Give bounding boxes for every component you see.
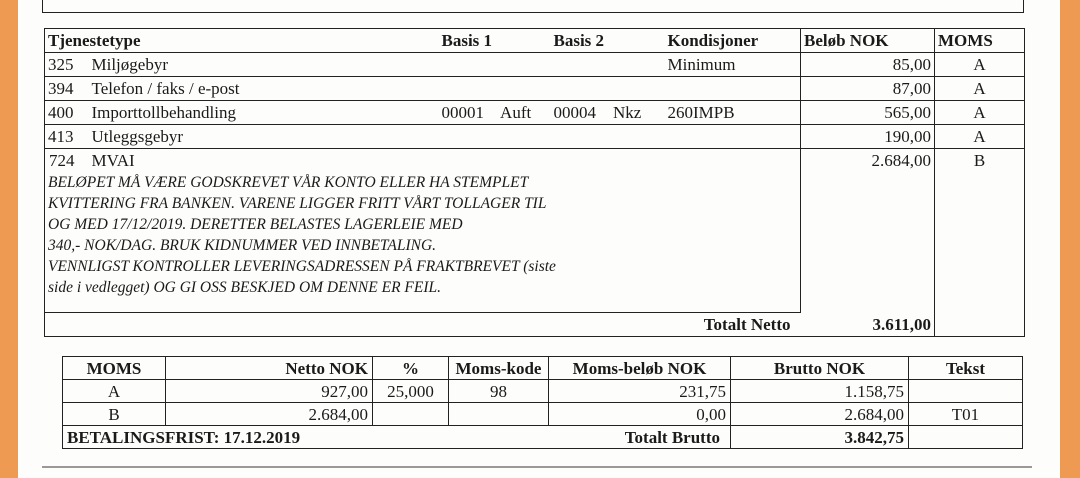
table-row: 413 Utleggsgebyr 190,00 A bbox=[45, 125, 1025, 149]
gross-total-label: Totalt Brutto bbox=[549, 426, 731, 449]
gross-total-value: 3.842,75 bbox=[731, 426, 909, 449]
table-row: 394 Telefon / faks / e-post 87,00 A bbox=[45, 77, 1025, 101]
vat-summary-table bbox=[62, 356, 1023, 449]
gross-total-row bbox=[63, 426, 1023, 449]
table-row: 400 Importtollbehandling 00001 Auft 00004 Nkz 260IMPB 565,00 A bbox=[45, 101, 1025, 125]
header-box-fragment bbox=[42, 0, 1024, 13]
table-row: 325 Miljøgebyr Minimum 85,00 A bbox=[45, 53, 1025, 77]
table-row: 724 MVAI 2.684,00 B bbox=[45, 149, 1025, 173]
col-conditions: Kondisjoner bbox=[665, 29, 801, 53]
note-line: VENNLIGST KONTROLLER LEVERINGSADRESSEN PÅ FRAKTBREVET (siste bbox=[48, 258, 556, 275]
col-vat: MOMS bbox=[935, 29, 1025, 53]
col-basis1: Basis 1 bbox=[439, 29, 551, 53]
note-line: BELØPET MÅ VÆRE GODSKREVET VÅR KONTO ELLER HA STEMPLET bbox=[48, 174, 529, 191]
net-total-label: Totalt Netto bbox=[45, 313, 801, 337]
payment-note bbox=[45, 172, 1025, 313]
note-line: OG MED 17/12/2019. DERETTER BELASTES LAGERLEIE MED bbox=[48, 216, 463, 233]
col-vat: MOMS bbox=[63, 357, 166, 380]
col-text: Tekst bbox=[909, 357, 1023, 380]
payment-deadline: BETALINGSFRIST: 17.12.2019 bbox=[63, 426, 549, 449]
note-line: KVITTERING FRA BANKEN. VARENE LIGGER FRITT VÅRT TOLLAGER TIL bbox=[48, 195, 547, 212]
table-row: A 927,00 25,000 98 231,75 1.158,75 bbox=[63, 380, 1023, 403]
col-percent: % bbox=[373, 357, 449, 380]
net-total-value: 3.611,00 bbox=[801, 313, 935, 337]
services-table bbox=[44, 28, 1025, 337]
col-service-type: Tjenestetype bbox=[45, 29, 439, 53]
table-row: B 2.684,00 0,00 2.684,00 T01 bbox=[63, 403, 1023, 426]
net-total-row bbox=[45, 313, 1025, 337]
col-vat-amount: Moms-beløb NOK bbox=[549, 357, 731, 380]
col-net: Netto NOK bbox=[166, 357, 373, 380]
col-vat-code: Moms-kode bbox=[449, 357, 549, 380]
note-line: 340,- NOK/DAG. BRUK KIDNUMMER VED INNBETALING. bbox=[48, 237, 437, 254]
col-basis2: Basis 2 bbox=[551, 29, 665, 53]
col-amount: Beløb NOK bbox=[801, 29, 935, 53]
col-gross: Brutto NOK bbox=[731, 357, 909, 380]
page-bottom-edge bbox=[42, 466, 1032, 468]
note-line: side i vedlegget) OG GI OSS BESKJED OM DENNE ER FEIL. bbox=[48, 279, 442, 296]
